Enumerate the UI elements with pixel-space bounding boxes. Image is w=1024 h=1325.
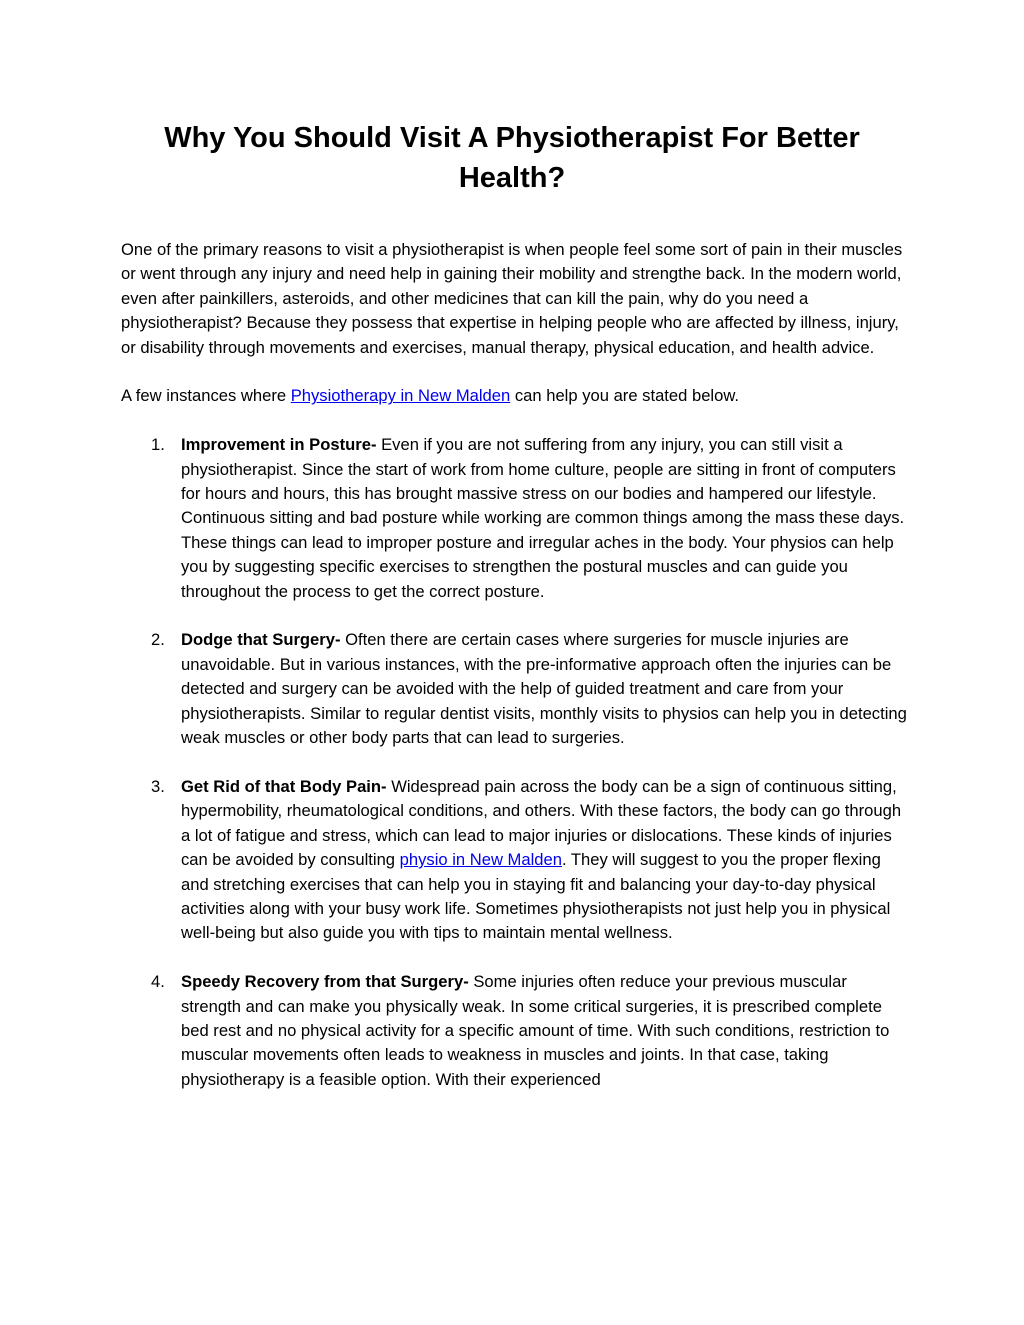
list-item (121, 433, 907, 604)
list-item-number: 3. (151, 776, 165, 796)
list-item (121, 970, 907, 1092)
list-item-text-after: . They will suggest to you the proper flexing and stretching exercises that can help you in staying fit and balancing your day-to-day physical activities along with your busy work life. Sometimes physiotherapists not just help you in physical well-being but also guide you with tips to maintain mental wellness. (181, 850, 891, 943)
list-item-heading: Get Rid of that Body Pain- (181, 776, 387, 796)
list-item-number: 1. (151, 435, 165, 455)
physio-new-malden-link[interactable]: physio in New Malden (399, 850, 562, 870)
instances-text-before: A few instances where (121, 386, 291, 406)
list-item-number: 4. (151, 972, 165, 992)
physiotherapy-new-malden-link[interactable]: Physiotherapy in New Malden (290, 386, 511, 406)
list-item-heading: Improvement in Posture- (181, 435, 377, 455)
instances-text-after: can help you are stated below. (510, 386, 740, 406)
document-body (121, 238, 907, 1117)
list-item-heading: Dodge that Surgery- (181, 630, 341, 650)
list-item-number: 2. (151, 630, 165, 650)
list-item (121, 628, 907, 750)
intro-paragraph: One of the primary reasons to visit a physiotherapist is when people feel some sort of pain in their muscles or went through any injury and need help in gaining their mobility and strengthe back. In the modern world, even after painkillers, asteroids, and other medicines that can kill the pain, why do you need a physiotherapist? Because they possess that expertise in helping people who are affected by illness, injury, or disability through movements and exercises, manual therapy, physical education, and health advice. (121, 240, 903, 357)
list-item-text: Widespread pain across the body can be a sign of continuous sitting, hypermobility, rheumatological conditions, and others. With these factors, the body can go through a lot of fatigue and stress, which can lead to major injuries or dislocations. These kinds of injuries can be avoided by consulting (181, 776, 902, 870)
page-title: Why You Should Visit A Physiotherapist For Better Health? (164, 122, 860, 194)
benefits-list (121, 433, 907, 1092)
list-item (121, 775, 907, 946)
list-item-text: Even if you are not suffering from any injury, you can still visit a physiotherapist. Since the start of work from home culture, people are sitting in front of computers for hours and hours, this has brought massive stress on our bodies and hampered our lifestyle. Continuous sitting and bad posture while working are common things among the mass these days. These things can lead to improper posture and irregular aches in the body. Your physios can help you by suggesting specific exercises to strengthen the postural muscles and can guide you throughout the process to get the correct posture. (181, 435, 905, 601)
instances-paragraph (121, 384, 907, 408)
list-item-text: Often there are certain cases where surgeries for muscle injuries are unavoidable. But in various instances, with the pre-informative approach often the injuries can be detected and surgery can be avoided with the help of guided treatment and care from your physiotherapists. Similar to regular dentist visits, monthly visits to physios can help you in detecting weak muscles or other body parts that can lead to surgeries. (181, 630, 907, 748)
list-item-text: Some injuries often reduce your previous muscular strength and can make you physically weak. In some critical surgeries, it is prescribed complete bed rest and no physical activity for a specific amount of time. With such conditions, restriction to muscular movements often leads to weakness in muscles and joints. In that case, taking physiotherapy is a feasible option. With their experienced (181, 972, 890, 1089)
list-item-heading: Speedy Recovery from that Surgery- (181, 972, 469, 992)
